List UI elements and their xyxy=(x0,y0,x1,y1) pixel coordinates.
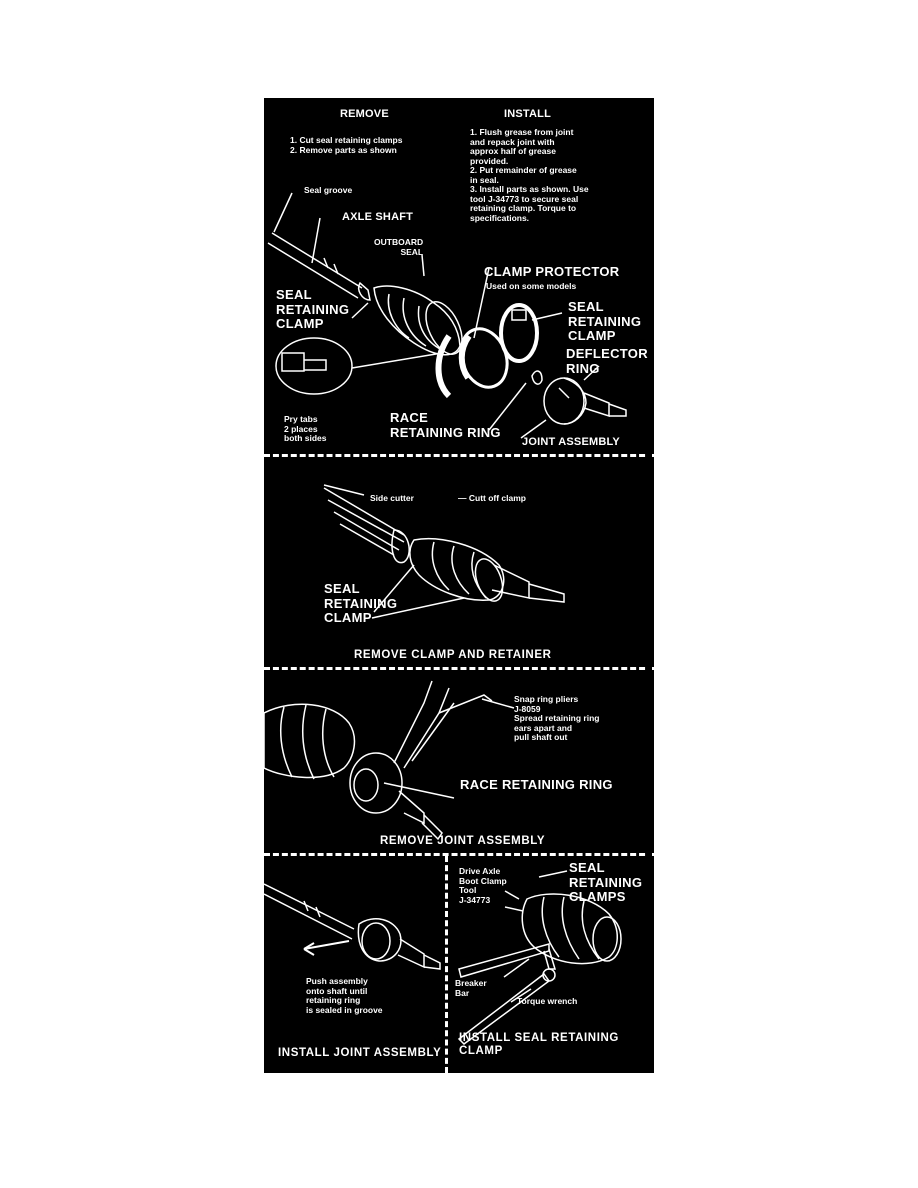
label-seal-groove: Seal groove xyxy=(304,185,353,195)
label-breaker-bar: Breaker Bar xyxy=(455,978,487,998)
label-tool-note: Drive Axle Boot Clamp Tool J-34773 xyxy=(459,866,507,905)
sheet-edge xyxy=(648,98,652,1073)
label-torque-wrench: Torque wrench xyxy=(517,996,578,1006)
install-steps: 1. Flush grease from joint and repack joint with approx half of grease provided. 2. Put remainder of grease in seal. 3. Install parts as shown. Use tool J-34773 to secure seal retaining clamp. Torque to specifications. xyxy=(470,127,589,223)
install-joint-illustration xyxy=(264,859,444,1073)
label-clamp-protector-note: Used on some models xyxy=(486,281,577,291)
caption-install-joint: INSTALL JOINT ASSEMBLY xyxy=(278,1047,442,1059)
divider xyxy=(264,667,654,670)
label-push-note: Push assembly onto shaft until retaining ring is sealed in groove xyxy=(306,976,383,1015)
panel-remove-joint xyxy=(264,673,654,851)
caption-install-clamp: INSTALL SEAL RETAINING CLAMP xyxy=(459,1032,619,1057)
caption-remove-joint: REMOVE JOINT ASSEMBLY xyxy=(380,835,546,847)
label-joint-assembly: JOINT ASSEMBLY xyxy=(522,436,620,448)
label-deflector-ring: DEFLECTOR RING xyxy=(566,346,648,376)
label-seal-retaining-clamp-right: SEAL RETAINING CLAMP xyxy=(568,299,642,344)
label-snap-ring-note: Snap ring pliers J-8059 Spread retaining ring ears apart and pull shaft out xyxy=(514,694,600,743)
procedure-sheet xyxy=(264,98,654,1073)
panel-remove-install xyxy=(264,98,654,453)
divider-vertical xyxy=(445,856,448,1073)
label-race-retaining-ring: RACE RETAINING RING xyxy=(390,410,501,440)
panel-install-clamp xyxy=(449,859,654,1073)
side-cutter-illustration xyxy=(264,460,654,665)
divider xyxy=(264,853,654,856)
label-seal-retaining-clamp: SEAL RETAINING CLAMP xyxy=(324,581,398,626)
remove-steps: 1. Cut seal retaining clamps 2. Remove parts as shown xyxy=(290,135,403,155)
label-pry-tabs: Pry tabs 2 places both sides xyxy=(284,414,327,444)
label-outboard-seal: OUTBOARD SEAL xyxy=(374,237,424,257)
panel-remove-clamp xyxy=(264,460,654,665)
label-side-cutter: Side cutter xyxy=(370,493,414,503)
divider xyxy=(264,454,654,457)
label-seal-retaining-clamps: SEAL RETAINING CLAMPS xyxy=(569,860,643,905)
remove-heading: REMOVE xyxy=(340,108,389,120)
panel-install-joint xyxy=(264,859,444,1073)
install-heading: INSTALL xyxy=(504,108,552,120)
caption-remove-clamp: REMOVE CLAMP AND RETAINER xyxy=(354,649,552,661)
label-race-retaining-ring: RACE RETAINING RING xyxy=(460,777,613,792)
label-axle-shaft: AXLE SHAFT xyxy=(342,211,414,223)
label-seal-retaining-clamp-left: SEAL RETAINING CLAMP xyxy=(276,287,350,332)
label-clamp-protector: CLAMP PROTECTOR xyxy=(484,264,620,279)
label-cut-off-clamp: — Cutt off clamp xyxy=(458,493,526,503)
